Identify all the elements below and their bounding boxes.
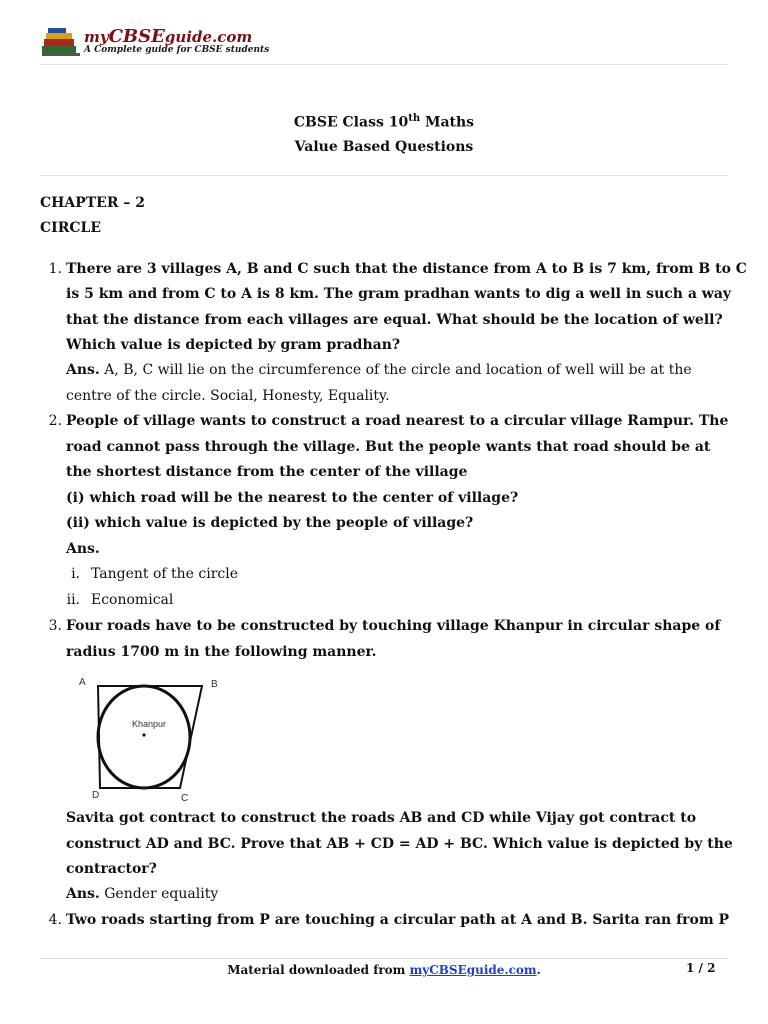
khanpur-circle-figure <box>74 672 234 804</box>
question-text-line: Savita got contract to construct the roads AB and CD while Vijay got contract to <box>66 810 697 826</box>
question-text-line: road cannot pass through the village. But the people wants that road should be at <box>66 439 711 455</box>
vertex-label-b: B <box>211 679 218 690</box>
question-number: 4. <box>48 912 62 928</box>
center-label: Khanpur <box>132 719 167 729</box>
footer-link[interactable]: myCBSEguide.com <box>409 963 537 977</box>
question-text-line: the shortest distance from the center of the village <box>66 464 468 480</box>
question-text-line: Which value is depicted by gram pradhan? <box>66 337 401 353</box>
site-logo[interactable] <box>40 26 270 62</box>
title-divider <box>40 175 728 176</box>
chapter-name: CIRCLE <box>40 220 101 236</box>
question-text-line: contractor? <box>66 861 157 877</box>
question-number: 1. <box>48 261 62 277</box>
vertex-label-c: C <box>181 793 189 804</box>
question-text-line: There are 3 villages A, B and C such that the distance from A to B is 7 km, from B to C <box>66 261 747 277</box>
page-subtitle: Value Based Questions <box>294 139 474 155</box>
vertex-label-a: A <box>79 677 86 688</box>
question-number: 3. <box>48 618 62 634</box>
village-circle <box>98 686 190 788</box>
books-logo-icon <box>40 28 82 58</box>
quadrilateral-roads <box>98 686 202 788</box>
logo-tagline: A Complete guide for CBSE students <box>84 45 270 55</box>
sub-answer-text: Tangent of the circle <box>91 566 239 582</box>
vertex-label-d: D <box>92 790 100 801</box>
question-text-line: Four roads have to be constructed by touching village Khanpur in circular shape of <box>66 618 721 634</box>
logo-wordmark: myCBSEguide.com <box>84 26 253 47</box>
question-text-line: People of village wants to construct a road nearest to a circular village Rampur. The <box>66 413 729 429</box>
question-text-line: that the distance from each villages are equal. What should be the location of well? <box>66 312 723 328</box>
answer-line: Ans. Gender equality <box>66 886 219 902</box>
question-number: 2. <box>48 413 62 429</box>
chapter-number: CHAPTER – 2 <box>40 195 145 211</box>
page-title: CBSE Class 10th Maths <box>293 113 475 131</box>
question-text-line: Two roads starting from P are touching a circular path at A and B. Sarita ran from P <box>66 912 730 928</box>
footer-credit: Material downloaded from myCBSEguide.com. <box>227 963 541 977</box>
answer-line: Ans. A, B, C will lie on the circumference of the circle and location of well will be at the <box>66 362 692 378</box>
sub-answer-number: i. <box>71 566 80 582</box>
sub-answer-number: ii. <box>66 592 80 608</box>
page-number: 1 / 2 <box>686 961 716 975</box>
question-text-line: construct AD and BC. Prove that AB + CD = AD + BC. Which value is depicted by the <box>66 836 733 852</box>
answer-label: Ans. <box>66 541 100 557</box>
question-text-line: is 5 km and from C to A is 8 km. The gram pradhan wants to dig a well in such a way <box>66 286 732 302</box>
question-text-line: radius 1700 m in the following manner. <box>66 644 377 660</box>
footer-divider <box>40 958 728 959</box>
sub-answer-text: Economical <box>91 592 174 608</box>
question-text-line: (ii) which value is depicted by the people of village? <box>66 515 474 531</box>
answer-line: centre of the circle. Social, Honesty, Equality. <box>66 388 390 404</box>
question-text-line: (i) which road will be the nearest to the center of village? <box>66 490 519 506</box>
header-divider <box>40 64 728 65</box>
center-point <box>142 733 145 736</box>
